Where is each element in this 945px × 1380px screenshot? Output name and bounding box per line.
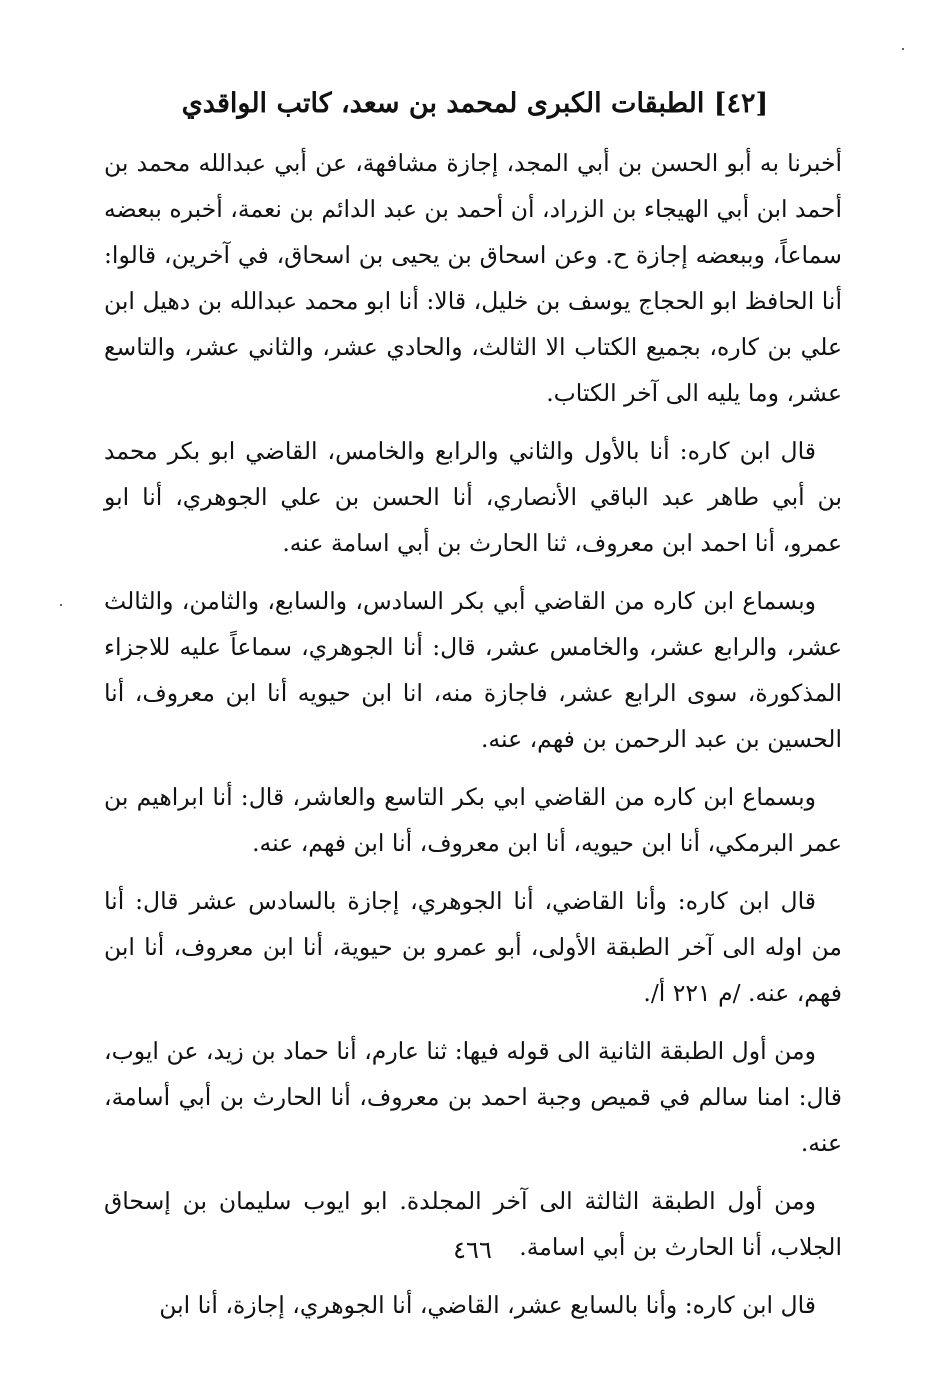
- body-text: [104, 140, 842, 1328]
- scan-speck: [60, 604, 62, 606]
- paragraph-5: قال ابن كاره: وأنا القاضي، أنا الجوهري، إجازة بالسادس عشر قال: أنا من اوله الى آخر الطبقة الأولى، أبو عمرو بن حيوية، أنا ابن معروف، أنا ابن فهم، عنه. /م ٢٢١ أ/.: [104, 887, 842, 1007]
- paragraph-3: وبسماع ابن كاره من القاضي أبي بكر السادس، والسابع، والثامن، والثالث عشر، والرابع عشر، والخامس عشر، قال: أنا الجوهري، سماعاً عليه للاجزاء المذكورة، سوى الرابع عشر، فاجازة منه، انا ابن حيويه أنا ابن معروف، أنا الحسين بن عبد الرحمن بن فهم، عنه.: [104, 587, 842, 753]
- page-header: [٤٢] الطبقات الكبرى لمحمد بن سعد، كاتب الواقدي: [181, 88, 769, 119]
- paragraph-8: قال ابن كاره: وأنا بالسابع عشر، القاضي، أنا الجوهري، إجازة، أنا ابن: [159, 1291, 816, 1319]
- paragraph-2: قال ابن كاره: أنا بالأول والثاني والرابع والخامس، القاضي ابو بكر محمد بن أبي طاهر عبد الباقي الأنصاري، أنا الحسن بن علي الجوهري، أنا ابو عمرو، أنا احمد ابن معروف، ثنا الحارث بن أبي اسامة عنه.: [104, 437, 842, 557]
- page-number: ٤٦٦: [453, 1236, 492, 1264]
- paragraph-4: وبسماع ابن كاره من القاضي ابي بكر التاسع والعاشر، قال: أنا ابراهيم بن عمر البرمكي، أنا ابن حيويه، أنا ابن معروف، أنا ابن فهم، عنه.: [104, 783, 842, 857]
- paragraph-1: أخبرنا به أبو الحسن بن أبي المجد، إجازة مشافهة، عن أبي عبدالله محمد بن أحمد ابن أبي الهيجاء بن الزراد، أن أحمد بن عبد الدائم بن نعمة، أخبره ببعضه سماعاً، وببعضه إجازة ح. وعن اسحاق بن يحيى بن اسحاق، في آخرين، قالوا: أنا الحافظ ابو الحجاج يوسف بن خليل، قالا: أنا ابو محمد عبدالله بن دهيل ابن علي بن كاره، بجميع الكتاب الا الثالث، والحادي عشر، والثاني عشر، والتاسع عشر، وما يليه الى آخر الكتاب.: [103, 149, 842, 407]
- paragraph-6: ومن أول الطبقة الثانية الى قوله فيها: ثنا عارم، أنا حماد بن زيد، عن ايوب، قال: امنا سالم في قميص وجبة احمد بن معروف، أنا الحارث بن أبي أسامة، عنه.: [104, 1037, 842, 1157]
- scan-speck: [902, 48, 904, 50]
- paragraph-7: ومن أول الطبقة الثالثة الى آخر المجلدة. ابو ايوب سليمان بن إسحاق الجلاب، أنا الحارث بن أبي اسامة.: [104, 1187, 842, 1261]
